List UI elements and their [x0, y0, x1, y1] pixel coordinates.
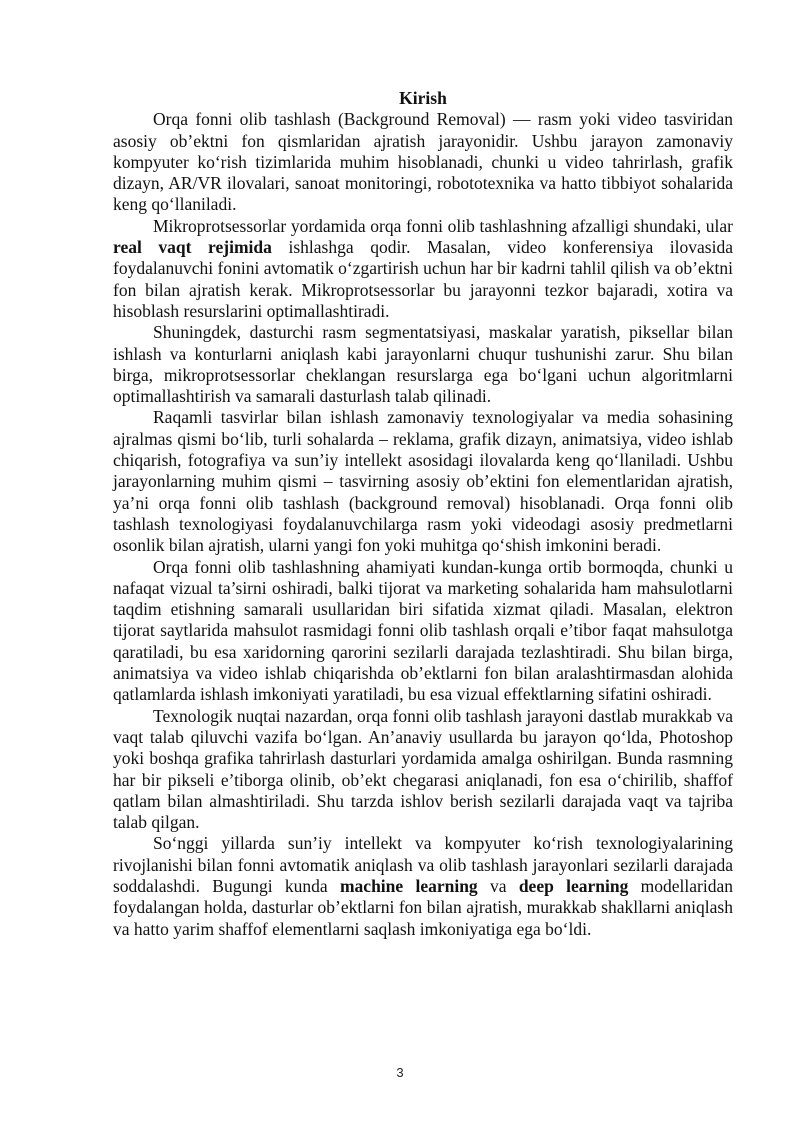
paragraph-2	[113, 216, 733, 322]
paragraph-text: va	[477, 875, 519, 896]
paragraph-text: Texnologik nuqtai nazardan, orqa fonni olib tashlash jarayoni dastlab murakkab va vaqt talab qiluvchi vazifa bo‘lgan. An’anaviy usullarda bu jarayon qo‘lda, Photoshop yoki boshqa grafika tahrirlash dasturlari yordamida amalga oshirilgan. Bunda rasmning har bir pikseli e’tiborga olinib, ob’ekt chegarasi aniqlanadi, fon esa o‘chirilib, shaffof qatlam bilan almashtiriladi. Shu tarzda ishlov berish sezilarli darajada vaqt va tajriba talab qilgan.	[113, 705, 733, 833]
paragraph-text: Raqamli tasvirlar bilan ishlash zamonaviy texnologiyalar va media sohasining ajralmas qismi bo‘lib, turli sohalarda – reklama, grafik dizayn, animatsiya, video ishlab chiqarish, fotografiya va sun’iy intellekt asosidagi ilovalarda keng qo‘llaniladi. Ushbu jarayonlarning muhim qismi – tasvirning asosiy ob’ektini fon elementlaridan ajratish, ya’ni orqa fonni olib tashlash (background removal) hisoblanadi. Orqa fonni olib tashlash texnologiyasi foydalanuvchilarga rasm yoki videodagi asosiy predmetlarni osonlik bilan ajratish, ularni yangi fon yoki muhitga qo‘shish imkonini beradi.	[113, 407, 733, 556]
paragraph-6	[113, 706, 733, 834]
paragraph-text: So‘nggi yillarda sun’iy intellekt va kompyuter ko‘rish texnologiyalarining rivojlanishi bilan fonni avtomatik aniqlash va olib tashlash jarayonlari sezilarli darajada soddalashdi. Bugungi kunda	[113, 833, 733, 896]
paragraph-text: modellaridan foydalangan holda, dasturlar ob’ektlarni fon bilan ajratish, murakkab shakllarni aniqlash va hatto yarim shaffof elementlarni saqlash imkoniyatiga ega bo‘ldi.	[113, 875, 733, 939]
bold-term: machine learning	[339, 875, 478, 896]
paragraph-5	[113, 557, 733, 706]
section-title: Kirish	[399, 88, 447, 108]
bold-term: deep learning	[518, 875, 629, 896]
paragraph-text: ishlashga qodir. Masalan, video konferensiya ilovasida foydalanuvchi fonini avtomatik o‘zgartirish uchun har bir kadrni tahlil qilish va ob’ektni fon bilan ajratish kerak. Mikroprotsessorlar bu jarayonni tezkor bajaradi, xotira va hisoblash resurslarini optimallashtiradi.	[113, 237, 733, 321]
paragraph-1	[113, 109, 733, 215]
paragraph-text: Shuningdek, dasturchi rasm segmentatsiyasi, maskalar yaratish, piksellar bilan ishlash va konturlarni aniqlash kabi jarayonlarni chuqur tushunishi zarur. Shu bilan birga, mikroprotsessorlar cheklangan resurslarga ega bo‘lgani uchun algoritmlarni optimallashtirish va samarali dasturlash talab qilinadi.	[113, 322, 733, 407]
paragraph-text: Mikroprotsessorlar yordamida orqa fonni olib tashlashning afzalligi shundaki, ular	[153, 215, 733, 236]
paragraph-3	[113, 322, 733, 407]
page-number: 3	[396, 1065, 404, 1080]
paragraph-4	[113, 407, 733, 556]
paragraph-7	[113, 833, 733, 939]
paragraph-text: Orqa fonni olib tashlashning ahamiyati kundan-kunga ortib bormoqda, chunki u nafaqat vizual ta’sirni oshiradi, balki tijorat va marketing sohalarida ham mahsulotlarni taqdim etishning samarali usullaridan biri sifatida xizmat qiladi. Masalan, elektron tijorat saytlarida mahsulot rasmidagi fonni olib tashlash orqali e’tibor faqat mahsulotga qaratiladi, bu esa xaridorning qarorini sezilarli darajada tezlashtiradi. Shu bilan birga, animatsiya va video ishlab chiqarishda ob’ektlarni fon bilan aralashtirmasdan alohida qatlamlarda ishlash imkoniyati yaratiladi, bu esa vizual effektlarning sifatini oshiradi.	[113, 556, 733, 705]
bold-term: real vaqt rejimida	[113, 237, 272, 258]
document-page	[113, 88, 733, 940]
paragraph-text: Orqa fonni olib tashlash (Background Removal) — rasm yoki video tasviridan asosiy ob’ektni fon qismlaridan ajratish jarayonidir. Ushbu jarayon zamonaviy kompyuter ko‘rish tizimlarida muhim hisoblanadi, chunki u video tahrirlash, grafik dizayn, AR/VR ilovalari, sanoat monitoringi, robototexnika va hatto tibbiyot sohalarida keng qo‘llaniladi.	[113, 109, 733, 215]
